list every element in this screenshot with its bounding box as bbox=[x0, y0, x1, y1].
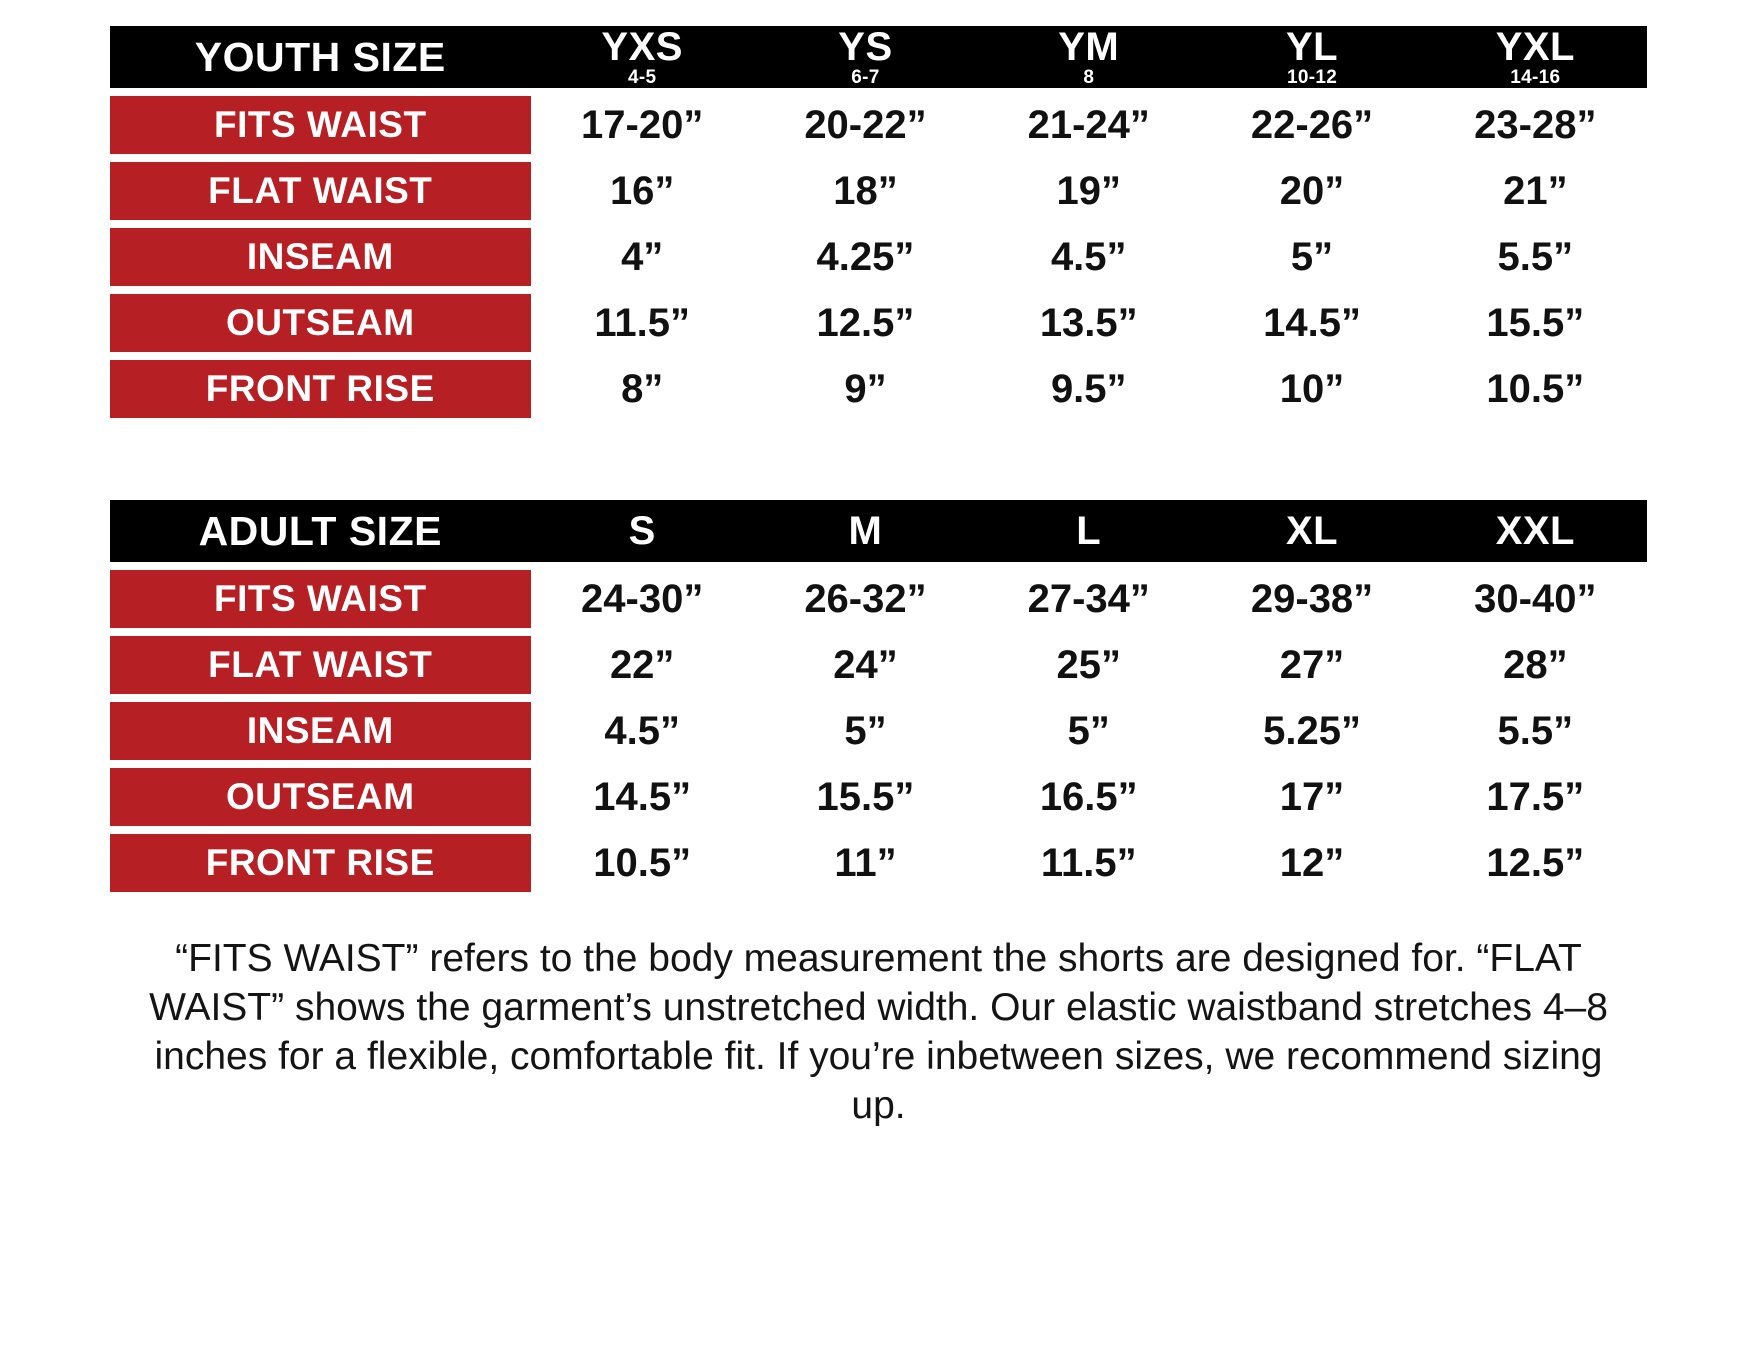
table-row bbox=[110, 636, 1647, 694]
youth-size-table bbox=[110, 18, 1647, 426]
table-spacer bbox=[110, 426, 1647, 492]
cell-value: 29-38” bbox=[1250, 576, 1374, 621]
row-label-flat-waist: FLAT WAIST bbox=[110, 162, 531, 220]
column-header-yxl bbox=[1424, 26, 1647, 88]
column-header-yxs-name: YXS bbox=[601, 25, 683, 69]
cell-value: 12” bbox=[1279, 840, 1345, 885]
cell-value: 26-32” bbox=[804, 576, 927, 621]
cell-value: 4.5” bbox=[1050, 234, 1127, 279]
column-header-xxl-name: XXL bbox=[1495, 509, 1575, 553]
table-row bbox=[110, 96, 1647, 154]
cell-value: 14.5” bbox=[593, 774, 692, 819]
cell-value: 14.5” bbox=[1263, 300, 1361, 345]
cell-value: 9” bbox=[844, 366, 887, 411]
cell-value: 5.5” bbox=[1497, 708, 1574, 753]
cell-value: 13.5” bbox=[1039, 300, 1138, 345]
cell-value: 5” bbox=[844, 708, 887, 753]
row-label-flat-waist: FLAT WAIST bbox=[110, 636, 531, 694]
table-row bbox=[110, 768, 1647, 826]
column-header-xl bbox=[1200, 500, 1423, 562]
table-header-row bbox=[110, 500, 1647, 562]
cell-value: 24-30” bbox=[581, 576, 704, 621]
cell-value: 12.5” bbox=[1486, 840, 1585, 885]
row-label-front-rise: FRONT RISE bbox=[110, 360, 531, 418]
table-row bbox=[110, 228, 1647, 286]
cell-value: 5.25” bbox=[1263, 708, 1361, 753]
column-header-yl-name: YL bbox=[1285, 25, 1339, 69]
cell-value: 17” bbox=[1279, 774, 1345, 819]
cell-value: 10.5” bbox=[593, 840, 692, 885]
column-header-ym-age: 8 bbox=[1083, 67, 1095, 88]
table-row bbox=[110, 570, 1647, 628]
column-header-yl bbox=[1200, 26, 1423, 88]
column-header-yl-age: 10-12 bbox=[1286, 67, 1338, 88]
cell-value: 23-28” bbox=[1474, 102, 1597, 147]
column-header-l bbox=[977, 500, 1200, 562]
table-row bbox=[110, 294, 1647, 352]
column-header-s bbox=[531, 500, 754, 562]
column-header-ys-age: 6-7 bbox=[851, 67, 880, 88]
cell-value: 27-34” bbox=[1027, 576, 1150, 621]
column-header-m bbox=[754, 500, 977, 562]
cell-value: 5.5” bbox=[1497, 234, 1574, 279]
cell-value: 10.5” bbox=[1486, 366, 1585, 411]
column-header-yxs-age: 4-5 bbox=[628, 67, 657, 88]
cell-value: 15.5” bbox=[816, 774, 915, 819]
cell-value: 9.5” bbox=[1050, 366, 1127, 411]
cell-value: 16” bbox=[609, 168, 675, 213]
table-row bbox=[110, 360, 1647, 418]
row-label-front-rise: FRONT RISE bbox=[110, 834, 531, 892]
table-row bbox=[110, 702, 1647, 760]
cell-value: 15.5” bbox=[1486, 300, 1585, 345]
cell-value: 20-22” bbox=[804, 102, 927, 147]
cell-value: 4” bbox=[621, 234, 664, 279]
column-header-ys bbox=[754, 26, 977, 88]
cell-value: 12.5” bbox=[816, 300, 915, 345]
column-header-l-name: L bbox=[1076, 509, 1102, 553]
column-header-yxs bbox=[531, 26, 754, 88]
row-label-inseam: INSEAM bbox=[110, 228, 531, 286]
adult-size-header: ADULT SIZE bbox=[110, 500, 531, 562]
column-header-yxl-age: 14-16 bbox=[1510, 67, 1561, 88]
cell-value: 4.25” bbox=[816, 234, 915, 279]
row-label-inseam: INSEAM bbox=[110, 702, 531, 760]
cell-value: 21-24” bbox=[1027, 102, 1150, 147]
column-header-xxl bbox=[1424, 500, 1647, 562]
cell-value: 30-40” bbox=[1474, 576, 1597, 621]
row-label-fits-waist: FITS WAIST bbox=[110, 570, 531, 628]
row-label-outseam: OUTSEAM bbox=[110, 294, 531, 352]
cell-value: 21” bbox=[1503, 168, 1568, 213]
cell-value: 8” bbox=[621, 366, 664, 411]
cell-value: 24” bbox=[833, 642, 898, 687]
column-header-s-name: S bbox=[628, 509, 656, 553]
column-header-ys-name: YS bbox=[838, 25, 893, 69]
column-header-m-name: M bbox=[848, 509, 883, 553]
cell-value: 5” bbox=[1067, 708, 1110, 753]
youth-size-header: YOUTH SIZE bbox=[110, 26, 531, 88]
column-header-ym bbox=[977, 26, 1200, 88]
cell-value: 16.5” bbox=[1039, 774, 1138, 819]
cell-value: 25” bbox=[1056, 642, 1121, 687]
table-row bbox=[110, 162, 1647, 220]
cell-value: 17.5” bbox=[1486, 774, 1585, 819]
cell-value: 27” bbox=[1279, 642, 1345, 687]
cell-value: 18” bbox=[833, 168, 898, 213]
sizing-footnote: “FITS WAIST” refers to the body measurement the shorts are designed for. “FLAT WAIST” shows the garment’s unstretched width. Our elastic waistband stretches 4–8 inches for a flexible, comfortable fit. If you’re inbetween sizes, we recommend sizing up. bbox=[149, 937, 1608, 1128]
cell-value: 11” bbox=[834, 840, 897, 885]
cell-value: 4.5” bbox=[604, 708, 680, 753]
cell-value: 11.5” bbox=[1040, 840, 1137, 885]
column-header-ym-name: YM bbox=[1058, 25, 1120, 69]
cell-value: 20” bbox=[1279, 168, 1345, 213]
row-label-fits-waist: FITS WAIST bbox=[110, 96, 531, 154]
adult-size-table bbox=[110, 492, 1647, 900]
row-label-outseam: OUTSEAM bbox=[110, 768, 531, 826]
column-header-xl-name: XL bbox=[1285, 509, 1339, 553]
table-header-row bbox=[110, 26, 1647, 88]
cell-value: 19” bbox=[1056, 168, 1121, 213]
cell-value: 22” bbox=[609, 642, 675, 687]
cell-value: 28” bbox=[1503, 642, 1568, 687]
cell-value: 22-26” bbox=[1250, 102, 1374, 147]
column-header-yxl-name: YXL bbox=[1495, 25, 1575, 69]
cell-value: 5” bbox=[1290, 234, 1334, 279]
cell-value: 10” bbox=[1279, 366, 1345, 411]
cell-value: 17-20” bbox=[581, 102, 704, 147]
cell-value: 11.5” bbox=[594, 300, 691, 345]
table-row bbox=[110, 834, 1647, 892]
